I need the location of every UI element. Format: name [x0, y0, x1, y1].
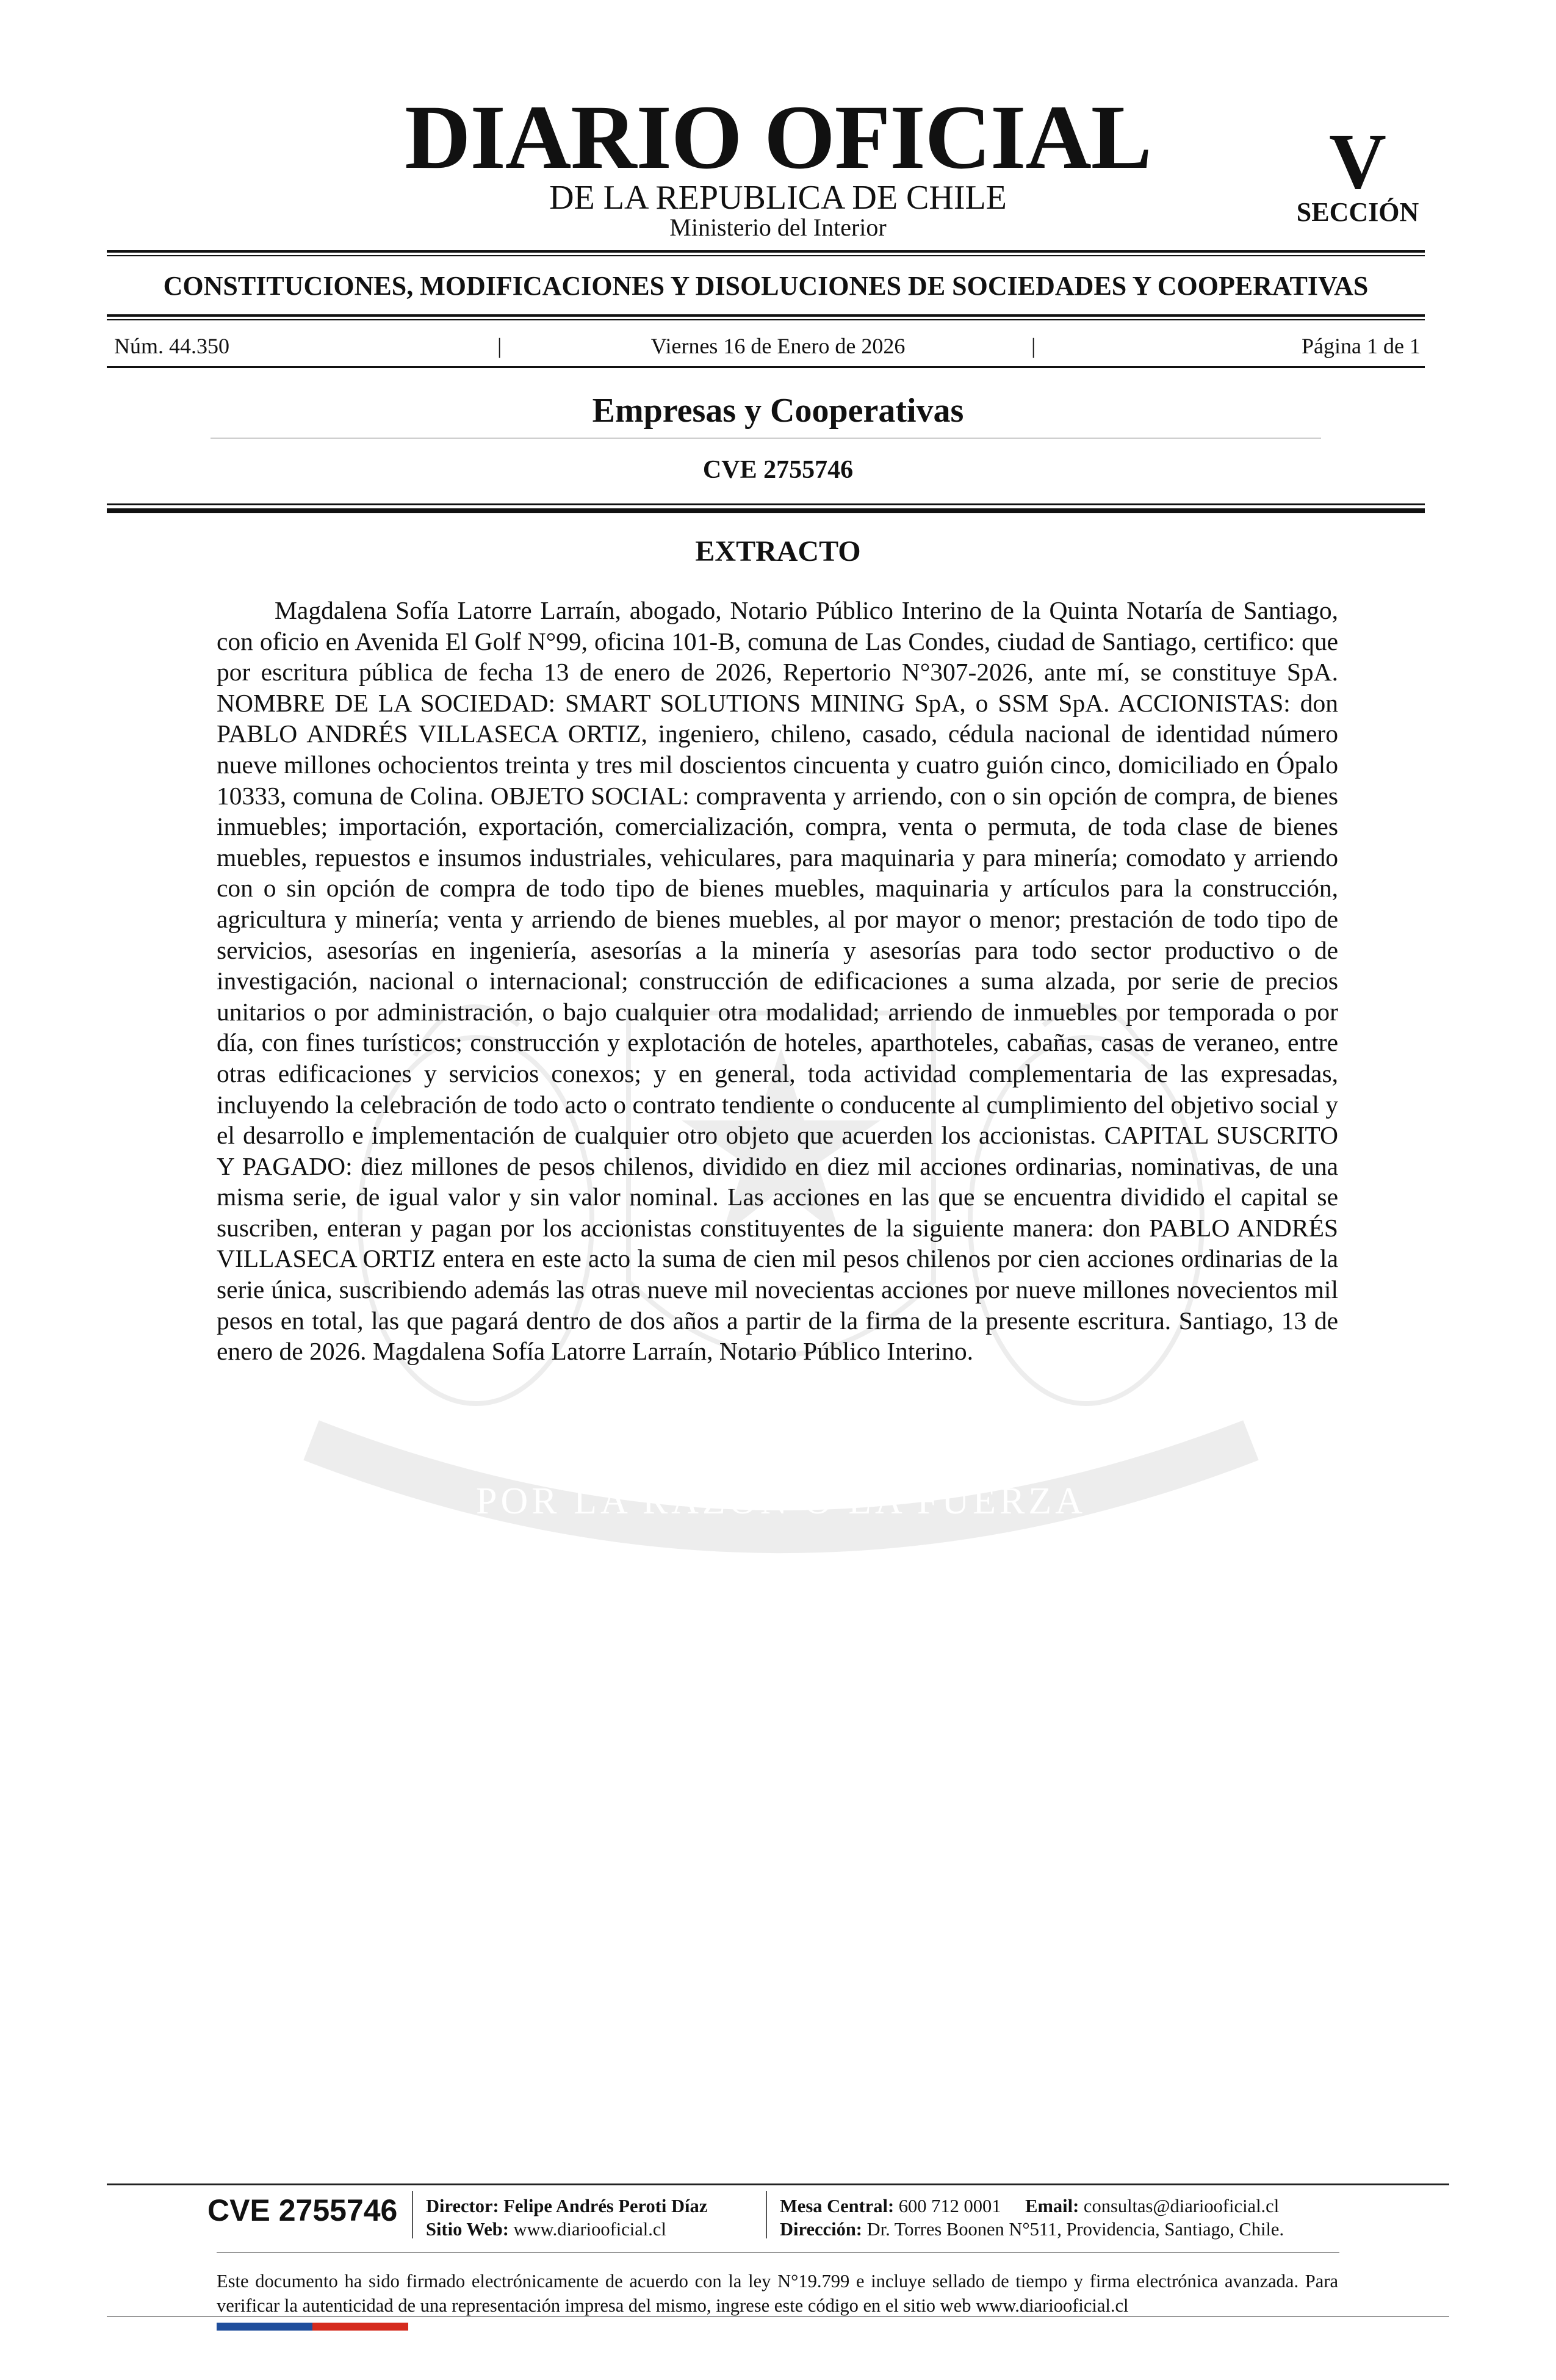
document-body: Magdalena Sofía Latorre Larraín, abogado, Notario Público Interino de la Quinta Notaría de Santiago, con oficio en Avenida El Golf N°99, oficina 101-B, comuna de Las Condes, ciudad de Santiago, certifico: que por escritura pública de fecha 13 de enero de 2026, Repertorio N°307-2026, ante mí, se constituye SpA. NOMBRE DE LA SOCIEDAD: SMART SOLUTIONS MINING SpA, o SSM SpA. ACCIONISTAS: don PABLO ANDRÉS VILLASECA ORTIZ, ingeniero, chileno, casado, cédula nacional de identidad número nueve millones ochocientos treinta y tres mil doscientos cincuenta y cuatro guión cinco, domiciliado en Ópalo 10333, comuna de Colina. OBJETO SOCIAL: compraventa y arriendo, con o sin opción de compra, de bienes inmuebles; importación, exportación, comercialización, compra, venta o permuta, de toda clase de bienes muebles, repuestos e insumos industriales, vehiculares, para maquinaria y para minería; comodato y arriendo con o sin opción de compra de todo tipo de bienes muebles, maquinaria y artículos para la construcción, agricultura y minería; venta y arriendo de bienes muebles, al por mayor o menor; prestación de todo tipo de servicios, asesorías en ingeniería, asesorías a la minería y asesorías para todo sector productivo o de investigación, nacional o internacional; construcción de edificaciones a suma alzada, por serie de precios unitarios o por administración, o bajo cualquier otra modalidad; arriendo de inmuebles por temporada o por día, con fines turísticos; construcción y explotación de hoteles, aparthoteles, cabañas, casas de veraneo, entre otras edificaciones y servicios conexos; y en general, toda actividad complementaria de las expresadas, incluyendo la celebración de todo acto o contrato tendiente o conducente al cumplimiento del objetivo social y el desarrollo e implementación de cualquier otro objeto que acuerden los accionistas. CAPITAL SUSCRITO Y PAGADO: diez millones de pesos chilenos, dividido en diez mil acciones ordinarias, nominativas, de una misma serie, de igual valor y sin valor nominal. Las acciones en las que se encuentra dividido el capital se suscriben, enteran y pagan por los accionistas constituyentes de la siguiente manera: don PABLO ANDRÉS VILLASECA ORTIZ entera en este acto la suma de cien mil pesos chilenos por cien acciones ordinarias de la serie única, suscribiendo además las otras nueve mil novecientas acciones por nueve millones novecientos mil pesos en total, las que pagará dentro de dos años a partir de la firma de la presente escritura. Santiago, 13 de enero de 2026. Magdalena Sofía Latorre Larraín, Notario Público Interino.	[217, 596, 1338, 1366]
footer-phone	[780, 2197, 1279, 2216]
category-underline	[211, 438, 1321, 439]
footer-top-rule	[107, 2183, 1449, 2185]
footer-director	[426, 2197, 707, 2216]
footer-separator	[412, 2191, 413, 2238]
masthead-title: DIARIO OFICIAL	[405, 87, 1151, 188]
director-name: Felipe Andrés Peroti Díaz	[503, 2196, 708, 2216]
section-letter: V	[1329, 118, 1386, 206]
website-link[interactable]: www.diariooficial.cl	[513, 2219, 666, 2240]
issue-separator-right: |	[1031, 334, 1036, 358]
issue-separator-left: |	[497, 334, 502, 358]
footer-website	[426, 2220, 666, 2239]
address-label: Dirección:	[780, 2219, 862, 2240]
footer-legal-note: Este documento ha sido firmado electrónicamente de acuerdo con la ley N°19.799 e incluye sellado de tiempo y firma electrónica avanzada. Para verificar la autenticidad de una representación impresa del mismo, ingrese este código en el sitio web www.diariooficial.cl	[217, 2271, 1338, 2316]
document-title: EXTRACTO	[695, 535, 861, 568]
section-heading: CONSTITUCIONES, MODIFICACIONES Y DISOLUCIONES DE SOCIEDADES Y COOPERATIVAS	[163, 271, 1369, 301]
watermark-motto: POR LA RAZON O LA FUERZA	[475, 1480, 1087, 1522]
masthead-subtitle: DE LA REPUBLICA DE CHILE	[549, 179, 1007, 217]
section-label: SECCIÓN	[1296, 197, 1419, 227]
flag-stripe-red	[312, 2323, 408, 2331]
footer-address	[780, 2220, 1284, 2239]
footer-cve: CVE 2755746	[207, 2193, 398, 2227]
cve-code: CVE 2755746	[702, 456, 854, 484]
cve-rule	[107, 503, 1425, 505]
issue-date: Viernes 16 de Enero de 2026	[650, 334, 906, 358]
page-indicator: Página 1 de 1	[1302, 334, 1421, 358]
website-label: Sitio Web:	[426, 2219, 509, 2240]
top-rule	[107, 250, 1425, 253]
director-label: Director:	[426, 2196, 499, 2216]
footer-bottom-rule	[107, 2316, 1449, 2317]
masthead-ministry: Ministerio del Interior	[669, 214, 887, 241]
category-title: Empresas y Cooperativas	[592, 392, 964, 430]
footer-separator-2	[766, 2191, 767, 2238]
heading-rule	[107, 314, 1425, 317]
heading-rule-thin	[107, 319, 1425, 320]
issue-number: Núm. 44.350	[114, 334, 229, 358]
flag-stripe-blue	[217, 2323, 312, 2331]
phone-label: Mesa Central:	[780, 2196, 895, 2216]
issue-rule	[107, 366, 1425, 368]
email-label: Email:	[1025, 2196, 1079, 2216]
cve-rule-thick	[107, 508, 1425, 513]
address-value: Dr. Torres Boonen N°511, Providencia, Santiago, Chile.	[866, 2219, 1284, 2240]
phone-value: 600 712 0001	[898, 2196, 1001, 2216]
email-link[interactable]: consultas@diariooficial.cl	[1083, 2196, 1280, 2216]
top-rule-thin	[107, 255, 1425, 256]
footer-mid-rule	[217, 2252, 1339, 2253]
